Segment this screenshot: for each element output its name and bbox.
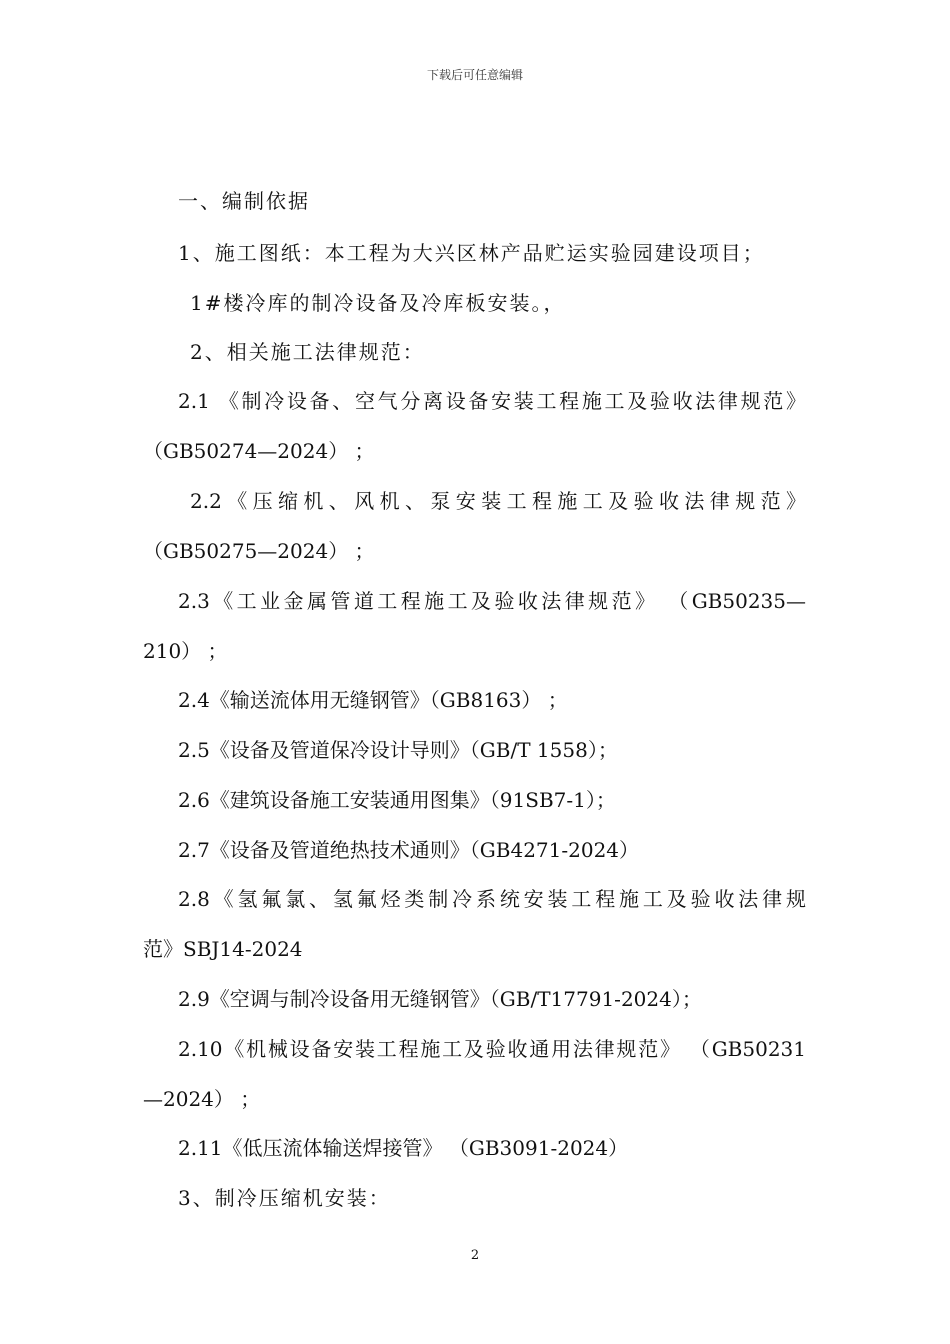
subsection-heading: 2、相关施工法律规范： — [190, 340, 425, 364]
page-number: 2 — [470, 1248, 480, 1263]
paragraph-line: 2.9《空调与制冷设备用无缝钢管》（GB/T17791-2024）； — [178, 987, 702, 1011]
paragraph-line: 1#楼冷库的制冷设备及冷库板安装。， — [190, 291, 566, 315]
paragraph-line: 2.8《氢氟氯、氢氟烃类制冷系统安装工程施工及验收法律规 — [178, 887, 806, 911]
paragraph-line: （GB50275—2024） ； — [143, 539, 375, 563]
paragraph-line: 范》SBJ14-2024 — [143, 937, 303, 961]
paragraph-line: 2.6《建筑设备施工安装通用图集》（91SB7-1）； — [178, 788, 616, 812]
paragraph-line: —2024） ； — [143, 1087, 261, 1111]
paragraph-line: （GB50274—2024） ； — [143, 439, 375, 463]
page-header: 下载后可任意编辑 — [426, 68, 523, 82]
paragraph-line: 2.5《设备及管道保冷设计导则》（GB/T 1558）； — [178, 738, 618, 762]
paragraph-line: 2.7《设备及管道绝热技术通则》（GB4271-2024） — [178, 838, 640, 862]
section-heading: 一、编制依据 — [178, 189, 310, 213]
subsection-heading: 3、制冷压缩机安装： — [178, 1186, 391, 1210]
paragraph-line: 2.4《输送流体用无缝钢管》（GB8163） ； — [178, 688, 568, 712]
paragraph-line: 1、施工图纸：本工程为大兴区林产品贮运实验园建设项目； — [178, 241, 765, 265]
paragraph-line: 2.10《机械设备安装工程施工及验收通用法律规范》 （GB50231 — [178, 1037, 806, 1061]
paragraph-line: 2.3《工业金属管道工程施工及验收法律规范》 （GB50235— — [178, 589, 806, 613]
paragraph-line: 2.1 《制冷设备、空气分离设备安装工程施工及验收法律规范》 — [178, 389, 806, 413]
paragraph-line: 2.2《压缩机、风机、泵安装工程施工及验收法律规范》 — [190, 489, 806, 513]
paragraph-line: 210） ； — [143, 639, 228, 663]
paragraph-line: 2.11《低压流体输送焊接管》 （GB3091-2024） — [178, 1136, 629, 1160]
